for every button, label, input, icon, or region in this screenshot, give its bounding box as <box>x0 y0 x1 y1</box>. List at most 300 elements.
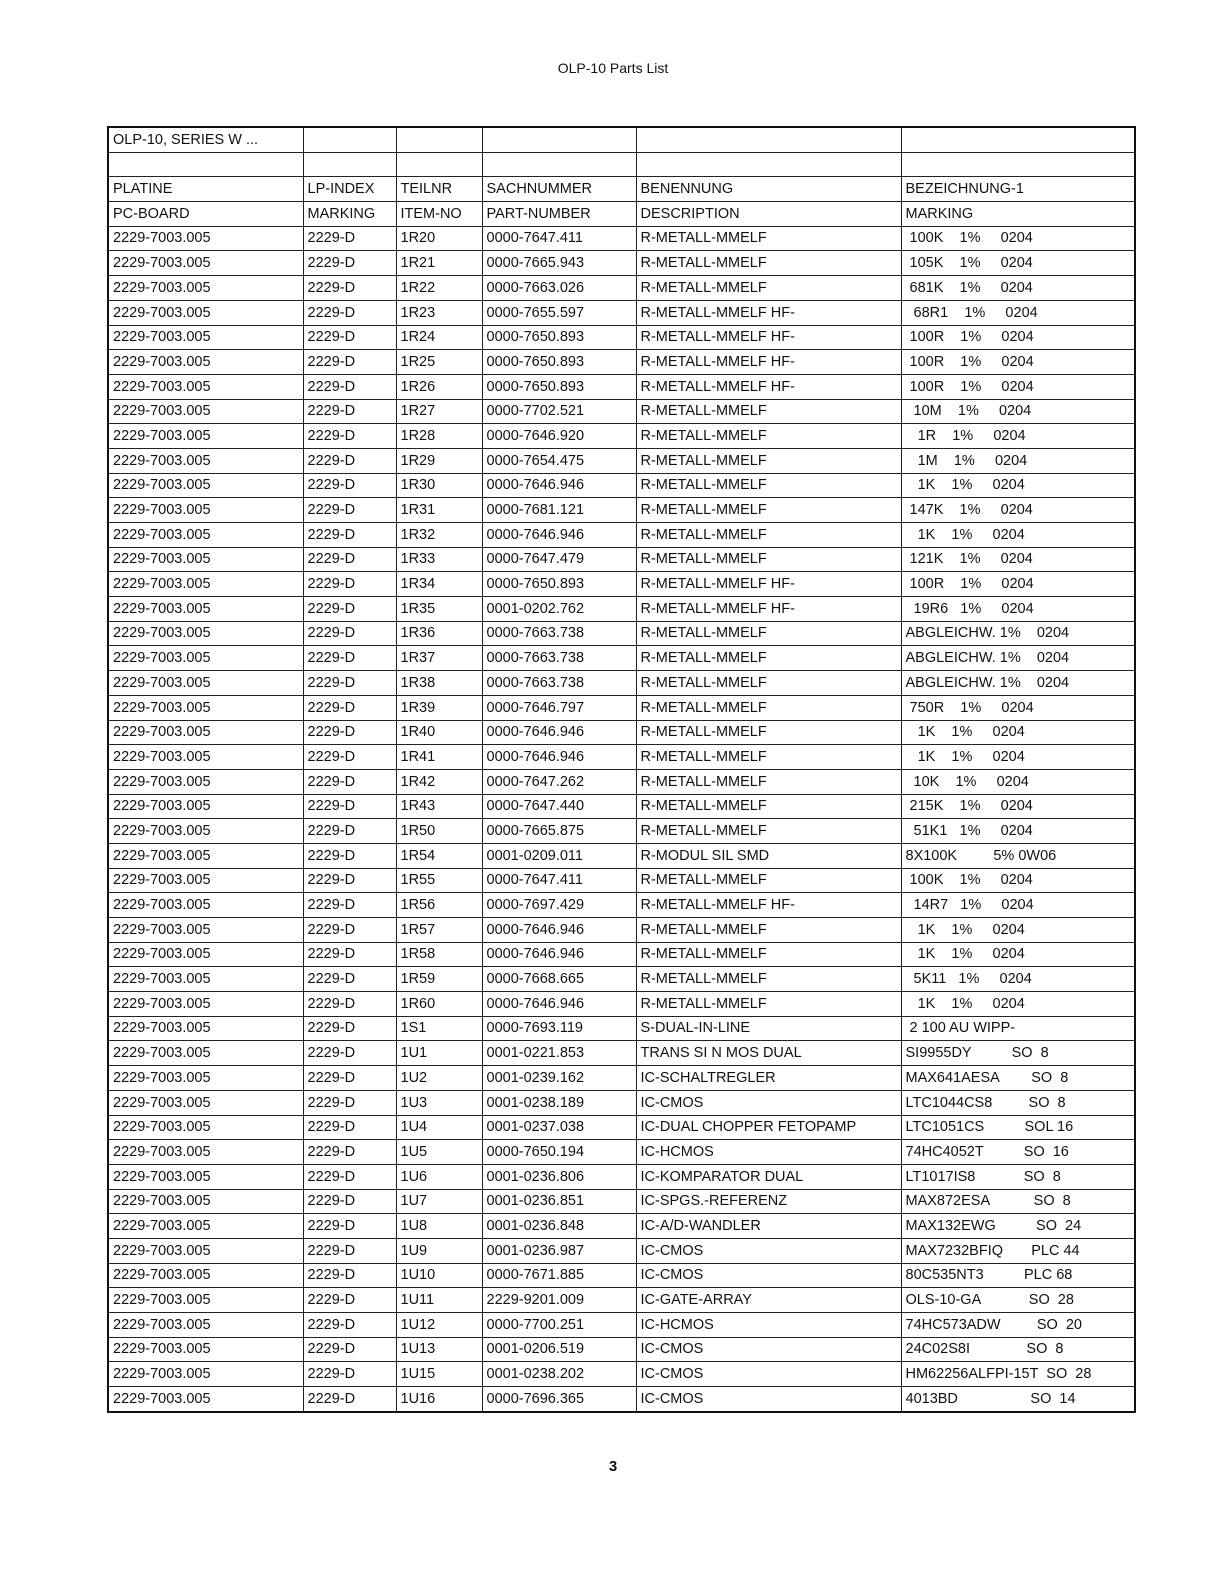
description-cell: R-METALL-MMELF <box>636 671 901 696</box>
header-marking: MARKING <box>303 202 396 227</box>
header-platine: PLATINE <box>108 177 303 202</box>
item-no-cell: 1U12 <box>396 1313 482 1338</box>
bezeichnung-cell: 2 100 AU WIPP- <box>901 1016 1135 1041</box>
table-row <box>108 1066 1135 1091</box>
part-number-cell: 0000-7646.797 <box>482 695 636 720</box>
marking-cell: 2229-D <box>303 523 396 548</box>
empty-cell <box>108 152 303 177</box>
item-no-cell: 1R58 <box>396 942 482 967</box>
bezeichnung-cell: 105K 1% 0204 <box>901 251 1135 276</box>
part-number-cell: 0000-7646.946 <box>482 523 636 548</box>
item-no-cell: 1R32 <box>396 523 482 548</box>
description-cell: R-METALL-MMELF HF- <box>636 374 901 399</box>
table-row <box>108 1016 1135 1041</box>
pc-board-cell: 2229-7003.005 <box>108 745 303 770</box>
description-cell: IC-SPGS.-REFERENZ <box>636 1189 901 1214</box>
description-cell: IC-HCMOS <box>636 1140 901 1165</box>
description-cell: R-METALL-MMELF <box>636 547 901 572</box>
pc-board-cell: 2229-7003.005 <box>108 794 303 819</box>
description-cell: IC-KOMPARATOR DUAL <box>636 1164 901 1189</box>
bezeichnung-cell: SI9955DY SO 8 <box>901 1041 1135 1066</box>
table-row <box>108 1041 1135 1066</box>
table-row <box>108 424 1135 449</box>
header-lp-index: LP-INDEX <box>303 177 396 202</box>
table-row <box>108 868 1135 893</box>
pc-board-cell: 2229-7003.005 <box>108 1238 303 1263</box>
pc-board-cell: 2229-7003.005 <box>108 1140 303 1165</box>
bezeichnung-cell: 8X100K 5% 0W06 <box>901 843 1135 868</box>
pc-board-cell: 2229-7003.005 <box>108 893 303 918</box>
header-pc-board: PC-BOARD <box>108 202 303 227</box>
item-no-cell: 1R56 <box>396 893 482 918</box>
bezeichnung-cell: LTC1044CS8 SO 8 <box>901 1090 1135 1115</box>
marking-cell: 2229-D <box>303 300 396 325</box>
empty-cell <box>396 152 482 177</box>
part-number-cell: 0001-0221.853 <box>482 1041 636 1066</box>
marking-cell: 2229-D <box>303 893 396 918</box>
bezeichnung-cell: 681K 1% 0204 <box>901 276 1135 301</box>
table-row <box>108 399 1135 424</box>
marking-cell: 2229-D <box>303 794 396 819</box>
marking-cell: 2229-D <box>303 918 396 943</box>
part-number-cell: 0001-0239.162 <box>482 1066 636 1091</box>
pc-board-cell: 2229-7003.005 <box>108 1115 303 1140</box>
series-label: OLP-10, SERIES W ... <box>108 127 303 152</box>
bezeichnung-cell: 100R 1% 0204 <box>901 374 1135 399</box>
marking-cell: 2229-D <box>303 350 396 375</box>
description-cell: IC-HCMOS <box>636 1313 901 1338</box>
description-cell: R-METALL-MMELF <box>636 226 901 251</box>
item-no-cell: 1R27 <box>396 399 482 424</box>
bezeichnung-cell: 24C02S8I SO 8 <box>901 1337 1135 1362</box>
pc-board-cell: 2229-7003.005 <box>108 992 303 1017</box>
marking-cell: 2229-D <box>303 843 396 868</box>
marking-cell: 2229-D <box>303 251 396 276</box>
part-number-cell: 0000-7650.893 <box>482 350 636 375</box>
table-row <box>108 819 1135 844</box>
item-no-cell: 1R38 <box>396 671 482 696</box>
table-row <box>108 572 1135 597</box>
marking-cell: 2229-D <box>303 720 396 745</box>
item-no-cell: 1R39 <box>396 695 482 720</box>
pc-board-cell: 2229-7003.005 <box>108 1041 303 1066</box>
header-row-english <box>108 202 1135 227</box>
pc-board-cell: 2229-7003.005 <box>108 1016 303 1041</box>
part-number-cell: 0000-7663.026 <box>482 276 636 301</box>
item-no-cell: 1R50 <box>396 819 482 844</box>
table-row <box>108 448 1135 473</box>
part-number-cell: 0000-7650.194 <box>482 1140 636 1165</box>
marking-cell: 2229-D <box>303 572 396 597</box>
table-row <box>108 893 1135 918</box>
item-no-cell: 1R55 <box>396 868 482 893</box>
item-no-cell: 1R57 <box>396 918 482 943</box>
bezeichnung-cell: 1M 1% 0204 <box>901 448 1135 473</box>
table-row <box>108 695 1135 720</box>
header-part-number: PART-NUMBER <box>482 202 636 227</box>
bezeichnung-cell: MAX872ESA SO 8 <box>901 1189 1135 1214</box>
pc-board-cell: 2229-7003.005 <box>108 1313 303 1338</box>
pc-board-cell: 2229-7003.005 <box>108 868 303 893</box>
description-cell: R-METALL-MMELF HF- <box>636 300 901 325</box>
pc-board-cell: 2229-7003.005 <box>108 1090 303 1115</box>
bezeichnung-cell: 5K11 1% 0204 <box>901 967 1135 992</box>
part-number-cell: 2229-9201.009 <box>482 1288 636 1313</box>
empty-cell <box>482 152 636 177</box>
part-number-cell: 0001-0236.806 <box>482 1164 636 1189</box>
part-number-cell: 0000-7671.885 <box>482 1263 636 1288</box>
description-cell: IC-SCHALTREGLER <box>636 1066 901 1091</box>
pc-board-cell: 2229-7003.005 <box>108 424 303 449</box>
item-no-cell: 1U11 <box>396 1288 482 1313</box>
description-cell: TRANS SI N MOS DUAL <box>636 1041 901 1066</box>
bezeichnung-cell: ABGLEICHW. 1% 0204 <box>901 671 1135 696</box>
item-no-cell: 1R25 <box>396 350 482 375</box>
item-no-cell: 1R31 <box>396 498 482 523</box>
table-row <box>108 1090 1135 1115</box>
description-cell: R-METALL-MMELF <box>636 918 901 943</box>
description-cell: IC-CMOS <box>636 1238 901 1263</box>
item-no-cell: 1R29 <box>396 448 482 473</box>
bezeichnung-cell: MAX7232BFIQ PLC 44 <box>901 1238 1135 1263</box>
bezeichnung-cell: LT1017IS8 SO 8 <box>901 1164 1135 1189</box>
part-number-cell: 0000-7646.920 <box>482 424 636 449</box>
item-no-cell: 1R43 <box>396 794 482 819</box>
part-number-cell: 0001-0238.189 <box>482 1090 636 1115</box>
empty-cell <box>901 127 1135 152</box>
description-cell: R-METALL-MMELF <box>636 695 901 720</box>
bezeichnung-cell: 10K 1% 0204 <box>901 769 1135 794</box>
item-no-cell: 1R23 <box>396 300 482 325</box>
empty-cell <box>303 152 396 177</box>
bezeichnung-cell: 100R 1% 0204 <box>901 572 1135 597</box>
item-no-cell: 1R37 <box>396 646 482 671</box>
part-number-cell: 0000-7700.251 <box>482 1313 636 1338</box>
description-cell: R-METALL-MMELF <box>636 399 901 424</box>
description-cell: R-METALL-MMELF <box>636 424 901 449</box>
marking-cell: 2229-D <box>303 1214 396 1239</box>
description-cell: IC-CMOS <box>636 1263 901 1288</box>
item-no-cell: 1S1 <box>396 1016 482 1041</box>
part-number-cell: 0000-7646.946 <box>482 720 636 745</box>
bezeichnung-cell: 51K1 1% 0204 <box>901 819 1135 844</box>
marking-cell: 2229-D <box>303 1090 396 1115</box>
header-description: DESCRIPTION <box>636 202 901 227</box>
marking-cell: 2229-D <box>303 276 396 301</box>
item-no-cell: 1R42 <box>396 769 482 794</box>
bezeichnung-cell: 1K 1% 0204 <box>901 473 1135 498</box>
marking-cell: 2229-D <box>303 448 396 473</box>
pc-board-cell: 2229-7003.005 <box>108 1189 303 1214</box>
pc-board-cell: 2229-7003.005 <box>108 1164 303 1189</box>
item-no-cell: 1R26 <box>396 374 482 399</box>
description-cell: R-METALL-MMELF <box>636 646 901 671</box>
item-no-cell: 1R21 <box>396 251 482 276</box>
pc-board-cell: 2229-7003.005 <box>108 1263 303 1288</box>
table-row <box>108 523 1135 548</box>
pc-board-cell: 2229-7003.005 <box>108 374 303 399</box>
marking-cell: 2229-D <box>303 374 396 399</box>
table-row <box>108 1214 1135 1239</box>
part-number-cell: 0000-7697.429 <box>482 893 636 918</box>
table-row <box>108 547 1135 572</box>
item-no-cell: 1R33 <box>396 547 482 572</box>
item-no-cell: 1U16 <box>396 1387 482 1412</box>
bezeichnung-cell: OLS-10-GA SO 28 <box>901 1288 1135 1313</box>
bezeichnung-cell: 14R7 1% 0204 <box>901 893 1135 918</box>
part-number-cell: 0000-7654.475 <box>482 448 636 473</box>
pc-board-cell: 2229-7003.005 <box>108 942 303 967</box>
pc-board-cell: 2229-7003.005 <box>108 621 303 646</box>
item-no-cell: 1R40 <box>396 720 482 745</box>
table-row <box>108 1387 1135 1412</box>
marking-cell: 2229-D <box>303 1288 396 1313</box>
marking-cell: 2229-D <box>303 942 396 967</box>
description-cell: R-METALL-MMELF <box>636 819 901 844</box>
table-row <box>108 1263 1135 1288</box>
pc-board-cell: 2229-7003.005 <box>108 399 303 424</box>
table-row <box>108 1337 1135 1362</box>
marking-cell: 2229-D <box>303 1115 396 1140</box>
part-number-cell: 0000-7655.597 <box>482 300 636 325</box>
part-number-cell: 0001-0236.987 <box>482 1238 636 1263</box>
table-row <box>108 1288 1135 1313</box>
pc-board-cell: 2229-7003.005 <box>108 967 303 992</box>
item-no-cell: 1U7 <box>396 1189 482 1214</box>
page-number: 3 <box>608 1458 618 1475</box>
marking-cell: 2229-D <box>303 1066 396 1091</box>
bezeichnung-cell: 74HC573ADW SO 20 <box>901 1313 1135 1338</box>
table-row <box>108 1362 1135 1387</box>
description-cell: IC-GATE-ARRAY <box>636 1288 901 1313</box>
marking-cell: 2229-D <box>303 646 396 671</box>
description-cell: R-METALL-MMELF <box>636 745 901 770</box>
part-number-cell: 0000-7646.946 <box>482 918 636 943</box>
item-no-cell: 1U3 <box>396 1090 482 1115</box>
marking-cell: 2229-D <box>303 1337 396 1362</box>
empty-cell <box>901 152 1135 177</box>
item-no-cell: 1U4 <box>396 1115 482 1140</box>
item-no-cell: 1U5 <box>396 1140 482 1165</box>
bezeichnung-cell: 19R6 1% 0204 <box>901 597 1135 622</box>
bezeichnung-cell: 4013BD SO 14 <box>901 1387 1135 1412</box>
pc-board-cell: 2229-7003.005 <box>108 523 303 548</box>
header-item-no: ITEM-NO <box>396 202 482 227</box>
empty-cell <box>636 152 901 177</box>
bezeichnung-cell: 1K 1% 0204 <box>901 720 1135 745</box>
marking-cell: 2229-D <box>303 967 396 992</box>
description-cell: R-METALL-MMELF <box>636 967 901 992</box>
description-cell: R-METALL-MMELF <box>636 251 901 276</box>
part-number-cell: 0000-7646.946 <box>482 992 636 1017</box>
bezeichnung-cell: 215K 1% 0204 <box>901 794 1135 819</box>
description-cell: R-METALL-MMELF HF- <box>636 893 901 918</box>
marking-cell: 2229-D <box>303 473 396 498</box>
item-no-cell: 1U9 <box>396 1238 482 1263</box>
bezeichnung-cell: ABGLEICHW. 1% 0204 <box>901 621 1135 646</box>
pc-board-cell: 2229-7003.005 <box>108 819 303 844</box>
marking-cell: 2229-D <box>303 498 396 523</box>
part-number-cell: 0000-7696.365 <box>482 1387 636 1412</box>
table-row <box>108 1115 1135 1140</box>
item-no-cell: 1U2 <box>396 1066 482 1091</box>
pc-board-cell: 2229-7003.005 <box>108 695 303 720</box>
pc-board-cell: 2229-7003.005 <box>108 769 303 794</box>
marking-cell: 2229-D <box>303 819 396 844</box>
pc-board-cell: 2229-7003.005 <box>108 843 303 868</box>
bezeichnung-cell: 100R 1% 0204 <box>901 350 1135 375</box>
item-no-cell: 1R60 <box>396 992 482 1017</box>
description-cell: R-METALL-MMELF <box>636 868 901 893</box>
bezeichnung-cell: 74HC4052T SO 16 <box>901 1140 1135 1165</box>
marking-cell: 2229-D <box>303 745 396 770</box>
description-cell: R-METALL-MMELF <box>636 523 901 548</box>
marking-cell: 2229-D <box>303 1041 396 1066</box>
part-number-cell: 0000-7650.893 <box>482 374 636 399</box>
pc-board-cell: 2229-7003.005 <box>108 276 303 301</box>
description-cell: R-METALL-MMELF HF- <box>636 597 901 622</box>
pc-board-cell: 2229-7003.005 <box>108 572 303 597</box>
pc-board-cell: 2229-7003.005 <box>108 1214 303 1239</box>
part-number-cell: 0000-7663.738 <box>482 671 636 696</box>
part-number-cell: 0000-7646.946 <box>482 473 636 498</box>
empty-cell <box>636 127 901 152</box>
part-number-cell: 0001-0238.202 <box>482 1362 636 1387</box>
table-row <box>108 276 1135 301</box>
table-row <box>108 918 1135 943</box>
table-row <box>108 646 1135 671</box>
description-cell: IC-CMOS <box>636 1362 901 1387</box>
marking-cell: 2229-D <box>303 226 396 251</box>
part-number-cell: 0001-0236.848 <box>482 1214 636 1239</box>
pc-board-cell: 2229-7003.005 <box>108 226 303 251</box>
bezeichnung-cell: 1K 1% 0204 <box>901 745 1135 770</box>
item-no-cell: 1U15 <box>396 1362 482 1387</box>
series-row <box>108 127 1135 152</box>
pc-board-cell: 2229-7003.005 <box>108 671 303 696</box>
bezeichnung-cell: 1K 1% 0204 <box>901 523 1135 548</box>
empty-cell <box>396 127 482 152</box>
part-number-cell: 0000-7681.121 <box>482 498 636 523</box>
empty-cell <box>303 127 396 152</box>
pc-board-cell: 2229-7003.005 <box>108 1288 303 1313</box>
item-no-cell: 1R54 <box>396 843 482 868</box>
part-number-cell: 0001-0237.038 <box>482 1115 636 1140</box>
part-number-cell: 0000-7668.665 <box>482 967 636 992</box>
table-row <box>108 498 1135 523</box>
part-number-cell: 0000-7646.946 <box>482 745 636 770</box>
item-no-cell: 1U13 <box>396 1337 482 1362</box>
bezeichnung-cell: 68R1 1% 0204 <box>901 300 1135 325</box>
marking-cell: 2229-D <box>303 325 396 350</box>
description-cell: R-METALL-MMELF HF- <box>636 325 901 350</box>
pc-board-cell: 2229-7003.005 <box>108 1066 303 1091</box>
table-row <box>108 300 1135 325</box>
description-cell: R-METALL-MMELF <box>636 942 901 967</box>
header-sachnummer: SACHNUMMER <box>482 177 636 202</box>
description-cell: R-METALL-MMELF <box>636 769 901 794</box>
bezeichnung-cell: MAX132EWG SO 24 <box>901 1214 1135 1239</box>
item-no-cell: 1R59 <box>396 967 482 992</box>
parts-table-body <box>108 127 1135 1412</box>
table-row <box>108 942 1135 967</box>
bezeichnung-cell: 100K 1% 0204 <box>901 226 1135 251</box>
part-number-cell: 0000-7702.521 <box>482 399 636 424</box>
description-cell: R-METALL-MMELF HF- <box>636 572 901 597</box>
bezeichnung-cell: 1K 1% 0204 <box>901 918 1135 943</box>
item-no-cell: 1R28 <box>396 424 482 449</box>
bezeichnung-cell: MAX641AESA SO 8 <box>901 1066 1135 1091</box>
table-row <box>108 745 1135 770</box>
marking-cell: 2229-D <box>303 1263 396 1288</box>
description-cell: R-METALL-MMELF HF- <box>636 350 901 375</box>
item-no-cell: 1R41 <box>396 745 482 770</box>
document-title: OLP-10 Parts List <box>557 60 669 76</box>
marking-cell: 2229-D <box>303 1387 396 1412</box>
table-row <box>108 621 1135 646</box>
header-row-german <box>108 177 1135 202</box>
part-number-cell: 0000-7647.411 <box>482 868 636 893</box>
part-number-cell: 0000-7647.262 <box>482 769 636 794</box>
marking-cell: 2229-D <box>303 1238 396 1263</box>
part-number-cell: 0000-7665.943 <box>482 251 636 276</box>
pc-board-cell: 2229-7003.005 <box>108 350 303 375</box>
pc-board-cell: 2229-7003.005 <box>108 1362 303 1387</box>
marking-cell: 2229-D <box>303 1164 396 1189</box>
bezeichnung-cell: 100R 1% 0204 <box>901 325 1135 350</box>
description-cell: R-MODUL SIL SMD <box>636 843 901 868</box>
marking-cell: 2229-D <box>303 695 396 720</box>
item-no-cell: 1U1 <box>396 1041 482 1066</box>
description-cell: IC-CMOS <box>636 1337 901 1362</box>
table-row <box>108 251 1135 276</box>
part-number-cell: 0001-0209.011 <box>482 843 636 868</box>
item-no-cell: 1R30 <box>396 473 482 498</box>
empty-cell <box>482 127 636 152</box>
description-cell: R-METALL-MMELF <box>636 992 901 1017</box>
pc-board-cell: 2229-7003.005 <box>108 448 303 473</box>
item-no-cell: 1R34 <box>396 572 482 597</box>
item-no-cell: 1R20 <box>396 226 482 251</box>
marking-cell: 2229-D <box>303 1016 396 1041</box>
header-marking-1: MARKING <box>901 202 1135 227</box>
blank-row <box>108 152 1135 177</box>
marking-cell: 2229-D <box>303 1362 396 1387</box>
bezeichnung-cell: 750R 1% 0204 <box>901 695 1135 720</box>
part-number-cell: 0001-0202.762 <box>482 597 636 622</box>
pc-board-cell: 2229-7003.005 <box>108 473 303 498</box>
bezeichnung-cell: 80C535NT3 PLC 68 <box>901 1263 1135 1288</box>
header-bezeichnung: BEZEICHNUNG-1 <box>901 177 1135 202</box>
item-no-cell: 1R35 <box>396 597 482 622</box>
bezeichnung-cell: 10M 1% 0204 <box>901 399 1135 424</box>
description-cell: R-METALL-MMELF <box>636 276 901 301</box>
table-row <box>108 374 1135 399</box>
table-row <box>108 967 1135 992</box>
part-number-cell: 0000-7650.893 <box>482 325 636 350</box>
part-number-cell: 0000-7665.875 <box>482 819 636 844</box>
bezeichnung-cell: 1K 1% 0204 <box>901 992 1135 1017</box>
parts-list-table <box>107 126 1136 1413</box>
table-row <box>108 1189 1135 1214</box>
part-number-cell: 0000-7663.738 <box>482 646 636 671</box>
table-row <box>108 769 1135 794</box>
bezeichnung-cell: 121K 1% 0204 <box>901 547 1135 572</box>
description-cell: R-METALL-MMELF <box>636 794 901 819</box>
pc-board-cell: 2229-7003.005 <box>108 498 303 523</box>
pc-board-cell: 2229-7003.005 <box>108 646 303 671</box>
table-row <box>108 992 1135 1017</box>
